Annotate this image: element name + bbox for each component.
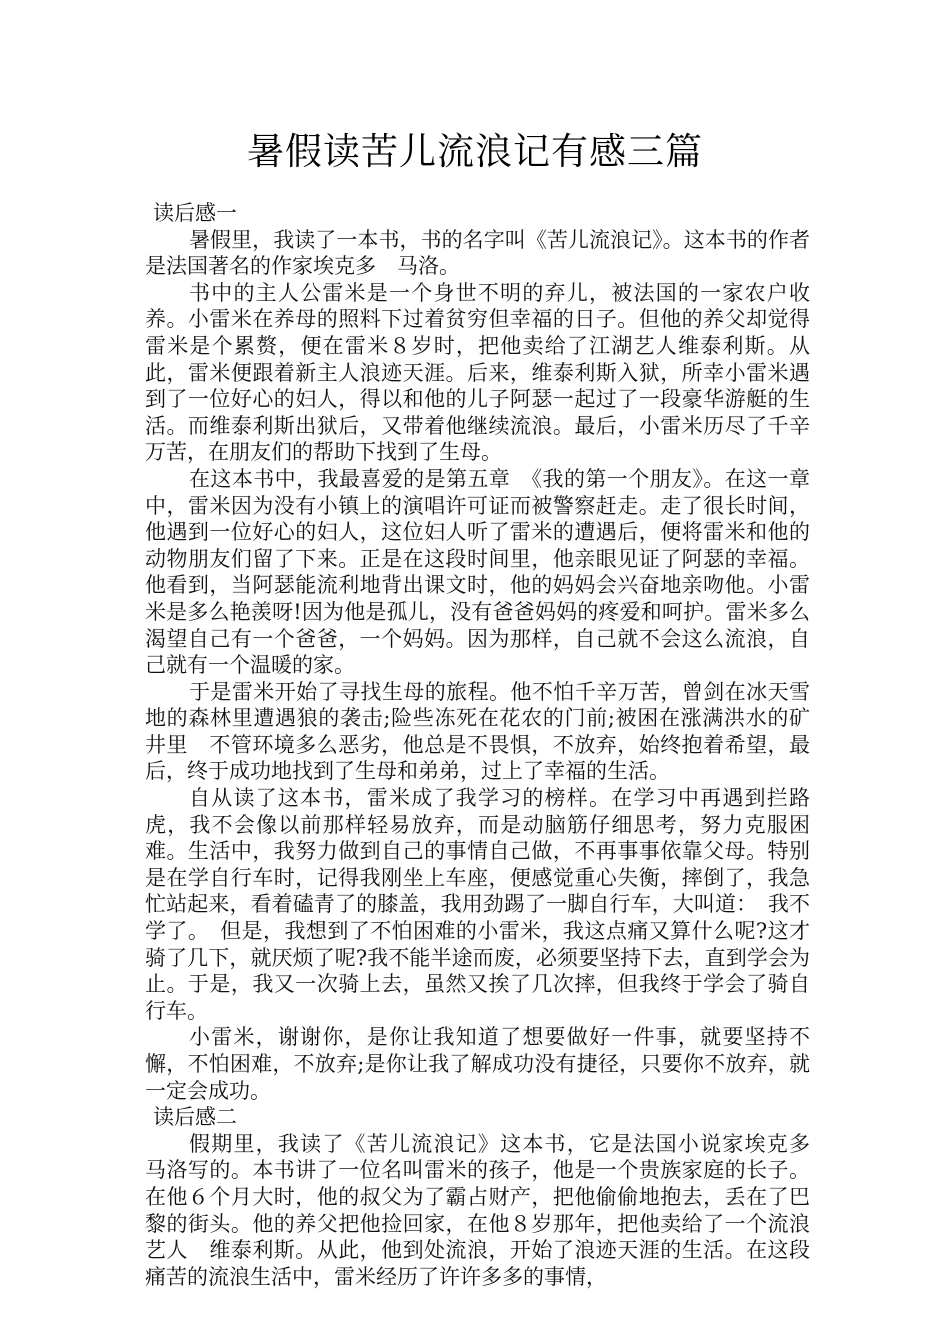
review-section-2 <box>145 1104 831 1290</box>
paragraph: 小雷米，谢谢你，是你让我知道了想要做好一件事，就要坚持不懈，不怕困难，不放弃;是你让我了解成功没有捷径，只要你不放弃，就一定会成功。 <box>145 1025 810 1103</box>
document-body <box>145 200 831 1290</box>
section-heading: 读后感一 <box>153 201 237 225</box>
paragraph: 在这本书中，我最喜爱的是第五章 《我的第一个朋友》。在这一章中，雷米因为没有小镇上的演唱许可证而被警察赶走。走了很长时间，他遇到一位好心的妇人，这位妇人听了雷米的遭遇后，便将雷米和他的动物朋友们留了下来。正是在这段时间里，他亲眼见证了阿瑟的幸福。他看到，当阿瑟能流利地背出课文时，他的妈妈会兴奋地亲吻他。小雷米是多么艳羡呀!因为他是孤儿，没有爸爸妈妈的疼爱和呵护。雷米多么渴望自己有一个爸爸，一个妈妈。因为那样，自己就不会这么流浪，自己就有一个温暖的家。 <box>145 466 810 678</box>
paragraph: 书中的主人公雷米是一个身世不明的弃儿，被法国的一家农户收养。小雷米在养母的照料下过着贫穷但幸福的日子。但他的养父却觉得雷米是个累赘，便在雷米８岁时，把他卖给了江湖艺人维泰利斯。从此，雷米便跟着新主人浪迹天涯。后来，维泰利斯入狱，所幸小雷米遇到了一位好心的妇人，得以和他的儿子阿瑟一起过了一段豪华游艇的生活。而维泰利斯出狱后，又带着他继续流浪。最后，小雷米历尽了千辛万苦，在朋友们的帮助下找到了生母。 <box>145 280 810 465</box>
review-section-1 <box>145 200 810 1104</box>
paragraph: 暑假里，我读了一本书，书的名字叫《苦儿流浪记》。这本书的作者是法国著名的作家埃克多 马洛。 <box>145 227 810 279</box>
document-title: 暑假读苦儿流浪记有感三篇 <box>247 130 703 173</box>
paragraph: 自从读了这本书，雷米成了我学习的榜样。在学习中再遇到拦路虎，我不会像以前那样轻易放弃，而是动脑筋仔细思考，努力克服困难。生活中，我努力做到自己的事情自己做，不再事事依靠父母。特别是在学自行车时，记得我刚坐上车座，便感觉重心失衡，摔倒了，我急忙站起来，看着磕青了的膝盖，我用劲踢了一脚自行车，大叫道： 我不学了。 但是，我想到了不怕困难的小雷米，我这点痛又算什么呢?这才骑了几下，就厌烦了呢?我不能半途而废，必须要坚持下去，直到学会为止。于是，我又一次骑上去，虽然又挨了几次摔，但我终于学会了骑自行车。 <box>145 786 810 1023</box>
paragraph: 假期里，我读了《苦儿流浪记》这本书，它是法国小说家埃克多 马洛写的。本书讲了一位名叫雷米的孩子，他是一个贵族家庭的长子。在他６个月大时，他的叔父为了霸占财产，把他偷偷地抱去，丢在了巴黎的街头。他的养父把他捡回家，在他８岁那年，把他卖给了一个流浪艺人 维泰利斯。从此，他到处流浪，开始了浪迹天涯的生活。在这段痛苦的流浪生活中，雷米经历了许许多多的事情， <box>145 1131 831 1289</box>
section-heading: 读后感二 <box>153 1105 237 1130</box>
paragraph: 于是雷米开始了寻找生母的旅程。他不怕千辛万苦，曾剑在冰天雪地的森林里遭遇狼的袭击;险些冻死在花农的门前;被困在涨满洪水的矿井里 不管环境多么恶劣，他总是不畏惧，不放弃，始终抱着希望，最后，终于成功地找到了生母和弟弟，过上了幸福的生活。 <box>145 679 810 784</box>
